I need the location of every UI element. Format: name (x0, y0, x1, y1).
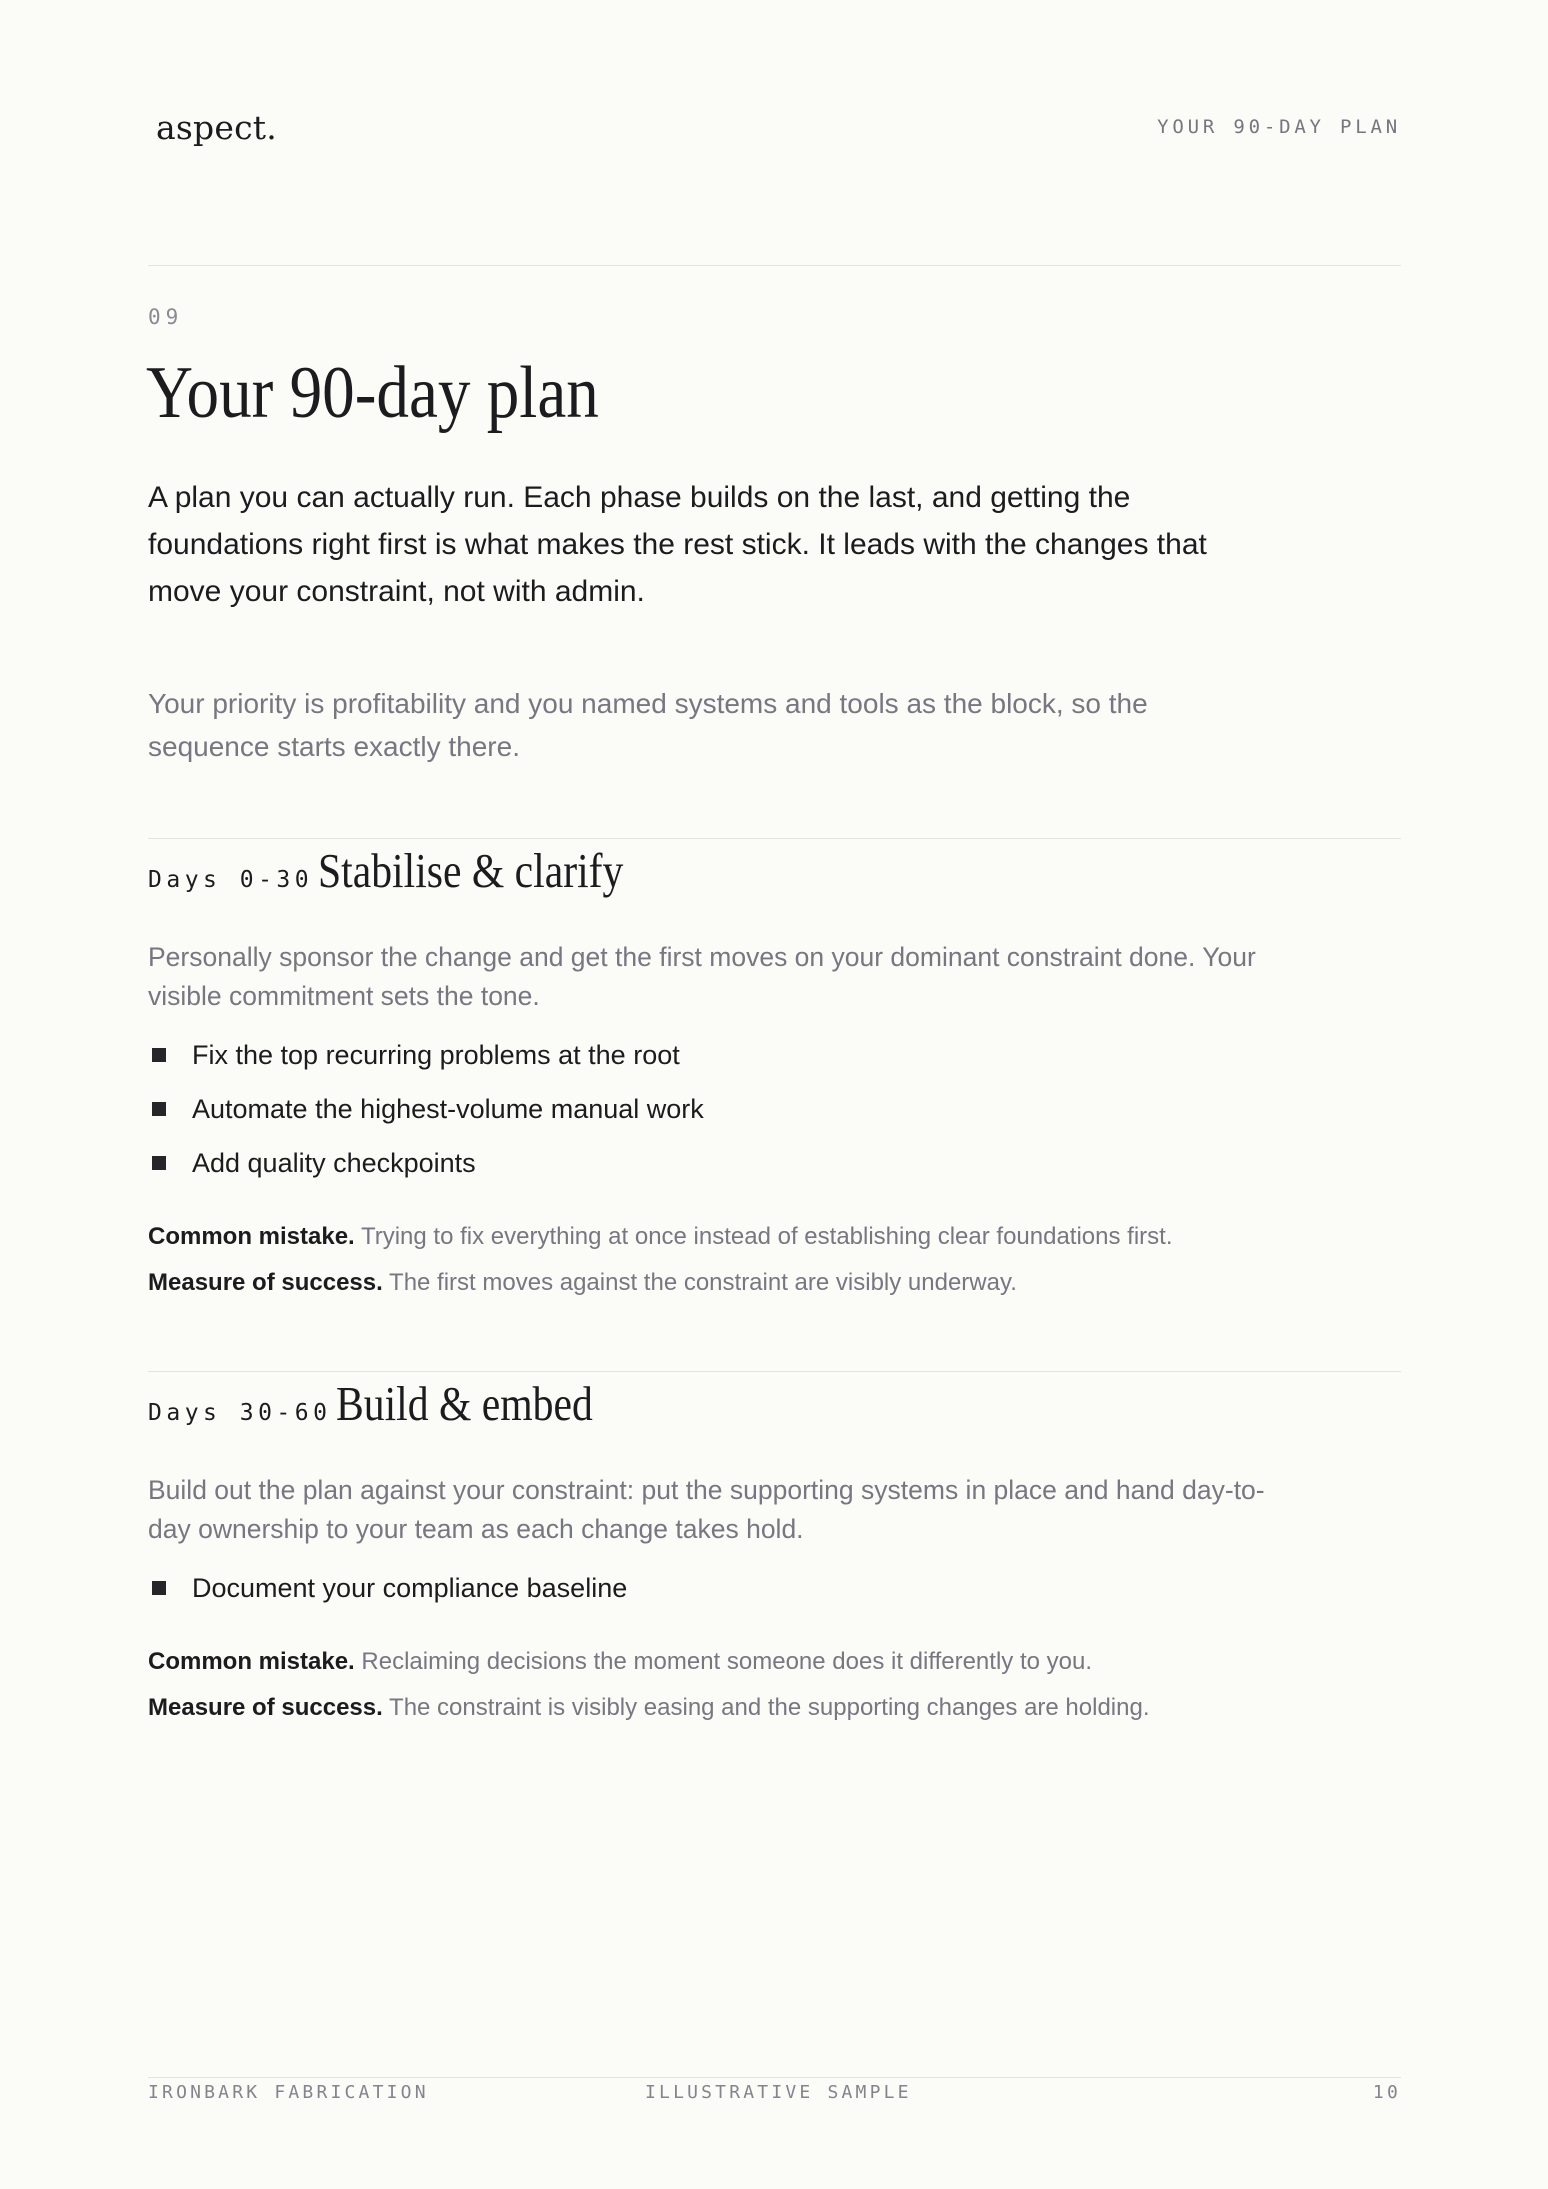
square-bullet-icon (152, 1581, 166, 1595)
measure-of-success-text: The constraint is visibly easing and the supporting changes are holding. (389, 1694, 1150, 1721)
phase-action-list (148, 1561, 627, 1615)
common-mistake-note (148, 1222, 1173, 1252)
document-page (148, 0, 1401, 2189)
list-item-text: Document your compliance baseline (192, 1573, 628, 1603)
phase-action-list (148, 1028, 704, 1190)
footer-company: IRONBARK FABRICATION (148, 2082, 429, 2103)
page-title: Your 90-day plan (146, 352, 599, 434)
measure-of-success-text: The first moves against the constraint are visibly underway. (389, 1269, 1017, 1296)
list-item (148, 1082, 704, 1136)
page-number: 10 (1372, 2082, 1401, 2103)
priority-note: Your priority is profitability and you named systems and tools as the block, so the sequence starts exactly there. (148, 688, 1148, 762)
square-bullet-icon (152, 1048, 166, 1062)
measure-of-success-label: Measure of success. (148, 1694, 383, 1721)
phase-title: Stabilise & clarify (317, 843, 623, 898)
measure-of-success-note (148, 1268, 1017, 1298)
header-divider (148, 265, 1401, 266)
brand-logo: aspect. (156, 108, 277, 147)
common-mistake-text: Trying to fix everything at once instead of establishing clear foundations first. (360, 1223, 1173, 1250)
common-mistake-label: Common mistake. (148, 1648, 355, 1675)
list-item (148, 1028, 704, 1082)
square-bullet-icon (152, 1102, 166, 1116)
measure-of-success-note (148, 1693, 1150, 1723)
list-item-text: Add quality checkpoints (192, 1148, 476, 1178)
footer-sample-label: ILLUSTRATIVE SAMPLE (645, 2082, 912, 2103)
running-header: YOUR 90-DAY PLAN (1157, 116, 1401, 138)
common-mistake-label: Common mistake. (148, 1223, 355, 1250)
square-bullet-icon (152, 1156, 166, 1170)
common-mistake-text: Reclaiming decisions the moment someone does it differently to you. (361, 1648, 1092, 1675)
phase-heading (148, 842, 677, 899)
phase-title: Build & embed (335, 1376, 593, 1431)
list-item (148, 1561, 627, 1615)
phase-description: Personally sponsor the change and get the first moves on your dominant constraint done. Your visible commitment sets the tone. (148, 942, 1256, 1011)
common-mistake-note (148, 1647, 1092, 1677)
list-item-text: Automate the highest-volume manual work (192, 1094, 704, 1124)
footer-divider (148, 2077, 1401, 2078)
phase-divider (148, 1371, 1401, 1372)
phase-divider (148, 838, 1401, 839)
measure-of-success-label: Measure of success. (148, 1269, 383, 1296)
phase-days-label: Days 30-60 (148, 1400, 332, 1426)
phase-description: Build out the plan against your constraint: put the supporting systems in place and hand day-to-day ownership to your team as each change takes hold. (148, 1475, 1265, 1544)
section-number: 09 (148, 305, 184, 329)
phase-heading (148, 1375, 638, 1432)
list-item-text: Fix the top recurring problems at the root (192, 1040, 680, 1070)
phase-days-label: Days 0-30 (148, 867, 314, 893)
intro-paragraph: A plan you can actually run. Each phase builds on the last, and getting the foundations right first is what makes the rest stick. It leads with the changes that move your constraint, not with admin. (148, 481, 1207, 608)
list-item (148, 1136, 704, 1190)
